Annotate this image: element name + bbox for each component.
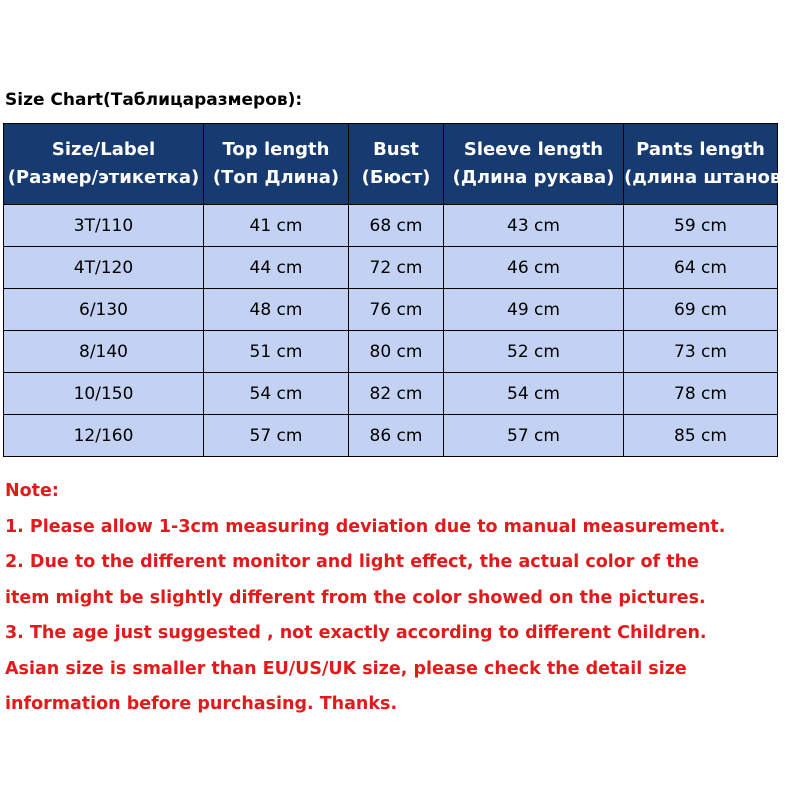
header-line-en: Sleeve length — [463, 139, 604, 160]
note-line: Asian size is smaller than EU/US/UK size, please check the detail size — [5, 658, 687, 679]
header-line-en: Bust — [373, 139, 419, 160]
cell-pants-length: 85 cm — [624, 415, 778, 457]
note-line: 1. Please allow 1-3cm measuring deviation due to manual measurement. — [5, 516, 726, 537]
cell-pants-length: 69 cm — [624, 289, 778, 331]
note-line: item might be slightly different from the color showed on the pictures. — [5, 587, 706, 608]
cell-size-label: 8/140 — [4, 331, 204, 373]
cell-sleeve-length: 46 cm — [444, 247, 624, 289]
table-row — [4, 289, 778, 331]
header-line-en: Pants length — [636, 139, 765, 160]
header-line-en: Top length — [222, 139, 330, 160]
cell-sleeve-length: 54 cm — [444, 373, 624, 415]
note-heading: Note: — [5, 481, 59, 501]
note-line: information before purchasing. Thanks. — [5, 694, 398, 714]
cell-top-length: 41 cm — [204, 205, 349, 247]
table-row — [4, 247, 778, 289]
cell-bust: 68 cm — [349, 205, 444, 247]
cell-top-length: 44 cm — [204, 247, 349, 289]
note-line: 2. Due to the different monitor and light effect, the actual color of the — [5, 552, 699, 572]
cell-sleeve-length: 57 cm — [444, 415, 624, 457]
cell-sleeve-length: 52 cm — [444, 331, 624, 373]
cell-size-label: 4T/120 — [4, 247, 204, 289]
size-chart-title: Size Chart(Таблицаразмеров): — [5, 90, 303, 110]
header-line-en: Size/Label — [51, 139, 156, 160]
cell-pants-length: 59 cm — [624, 205, 778, 247]
table-header-row — [4, 124, 778, 205]
header-line-ru: (Размер/этикетка) — [7, 167, 200, 188]
cell-pants-length: 78 cm — [624, 373, 778, 415]
cell-top-length: 51 cm — [204, 331, 349, 373]
header-line-ru: (Топ Длина) — [212, 167, 340, 188]
header-line-ru: (длина штанов) — [624, 167, 790, 188]
cell-sleeve-length: 43 cm — [444, 205, 624, 247]
size-chart-table — [3, 123, 790, 457]
cell-pants-length: 73 cm — [624, 331, 778, 373]
cell-bust: 82 cm — [349, 373, 444, 415]
cell-size-label: 3T/110 — [4, 205, 204, 247]
cell-bust: 76 cm — [349, 289, 444, 331]
header-size-label — [4, 124, 204, 205]
table-row — [4, 373, 778, 415]
header-line-ru: (Бюст) — [361, 167, 431, 188]
cell-sleeve-length: 49 cm — [444, 289, 624, 331]
note-line: 3. The age just suggested , not exactly according to different Children. — [5, 623, 707, 643]
header-sleeve-length — [444, 124, 624, 205]
table-row — [4, 415, 778, 457]
header-line-ru: (Длина рукава) — [452, 167, 615, 188]
cell-top-length: 57 cm — [204, 415, 349, 457]
table-row — [4, 331, 778, 373]
notes-section — [5, 474, 795, 723]
table-row — [4, 205, 778, 247]
cell-top-length: 48 cm — [204, 289, 349, 331]
cell-pants-length: 64 cm — [624, 247, 778, 289]
cell-bust: 86 cm — [349, 415, 444, 457]
header-top-length — [204, 124, 349, 205]
cell-size-label: 10/150 — [4, 373, 204, 415]
cell-top-length: 54 cm — [204, 373, 349, 415]
cell-size-label: 12/160 — [4, 415, 204, 457]
header-pants-length — [624, 124, 790, 205]
cell-bust: 80 cm — [349, 331, 444, 373]
header-bust — [349, 124, 444, 205]
cell-size-label: 6/130 — [4, 289, 204, 331]
cell-bust: 72 cm — [349, 247, 444, 289]
